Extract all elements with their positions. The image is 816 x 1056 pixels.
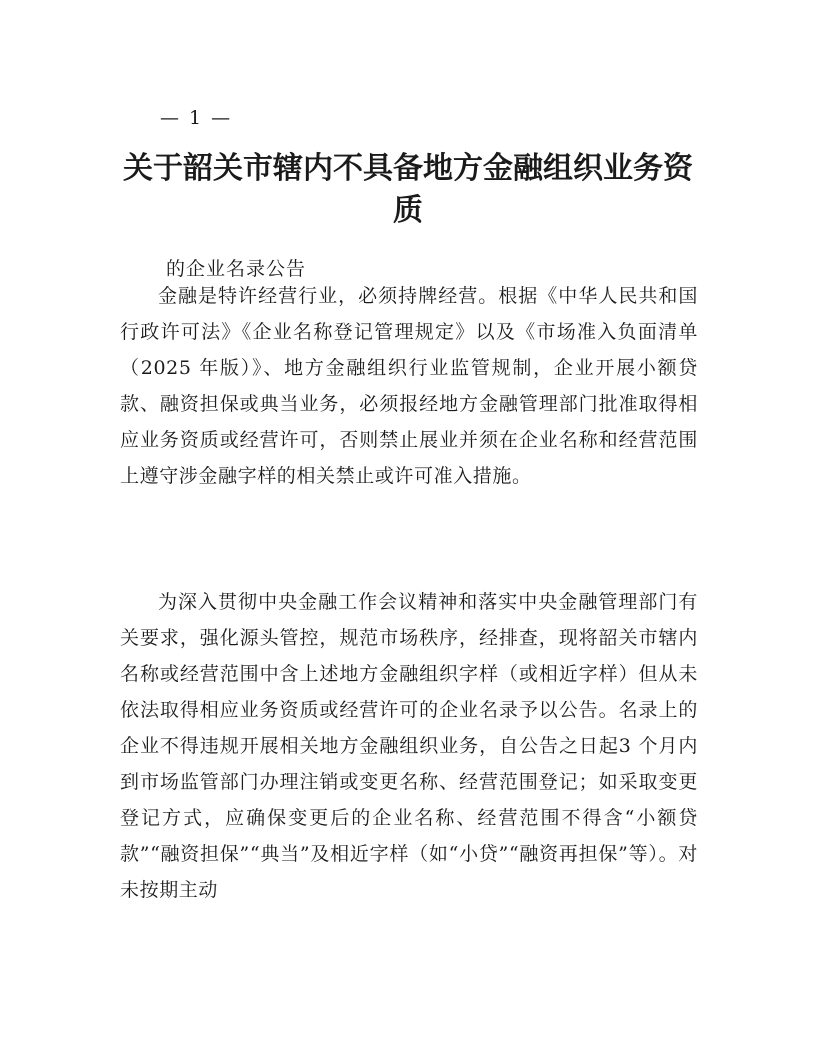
body-paragraph: 为深入贯彻中央金融工作会议精神和落实中央金融管理部门有关要求，强化源头管控，规范市场秩序，经排查，现将韶关市辖内名称或经营范围中含上述地方金融组织字样（或相近字样）但从未依法取得相应业务资质或经营许可的企业名录予以公告。名录上的企业不得违规开展相关地方金融组织业务，自公告之日起3 个月内到市场监管部门办理注销或变更名称、经营范围登记；如采取变更登记方式，应确保变更后的企业名称、经营范围不得含“小额贷款”“融资担保”“典当”及相近字样（如“小贷”“融资再担保”等）。对未按期主动 — [120, 591, 698, 901]
page-number: — 1 — — [160, 107, 233, 129]
document-title: 关于韶关市辖内不具备地方金融组织业务资质 — [123, 151, 693, 228]
body-paragraph: 金融是特许经营行业，必须持牌经营。根据《中华人民共和国行政许可法》《企业名称登记管理规定》以及《市场准入负面清单（2025 年版）》、地方金融组织行业监管规制，企业开展小额贷款、融资担保或典当业务，必须报经地方金融管理部门批准取得相应业务资质或经营许可，否则禁止展业并须在企业名称和经营范围上遵守涉金融字样的相关禁止或许可准入措施。 — [120, 285, 698, 487]
document-subtitle: 的企业名录公告 — [166, 258, 307, 280]
